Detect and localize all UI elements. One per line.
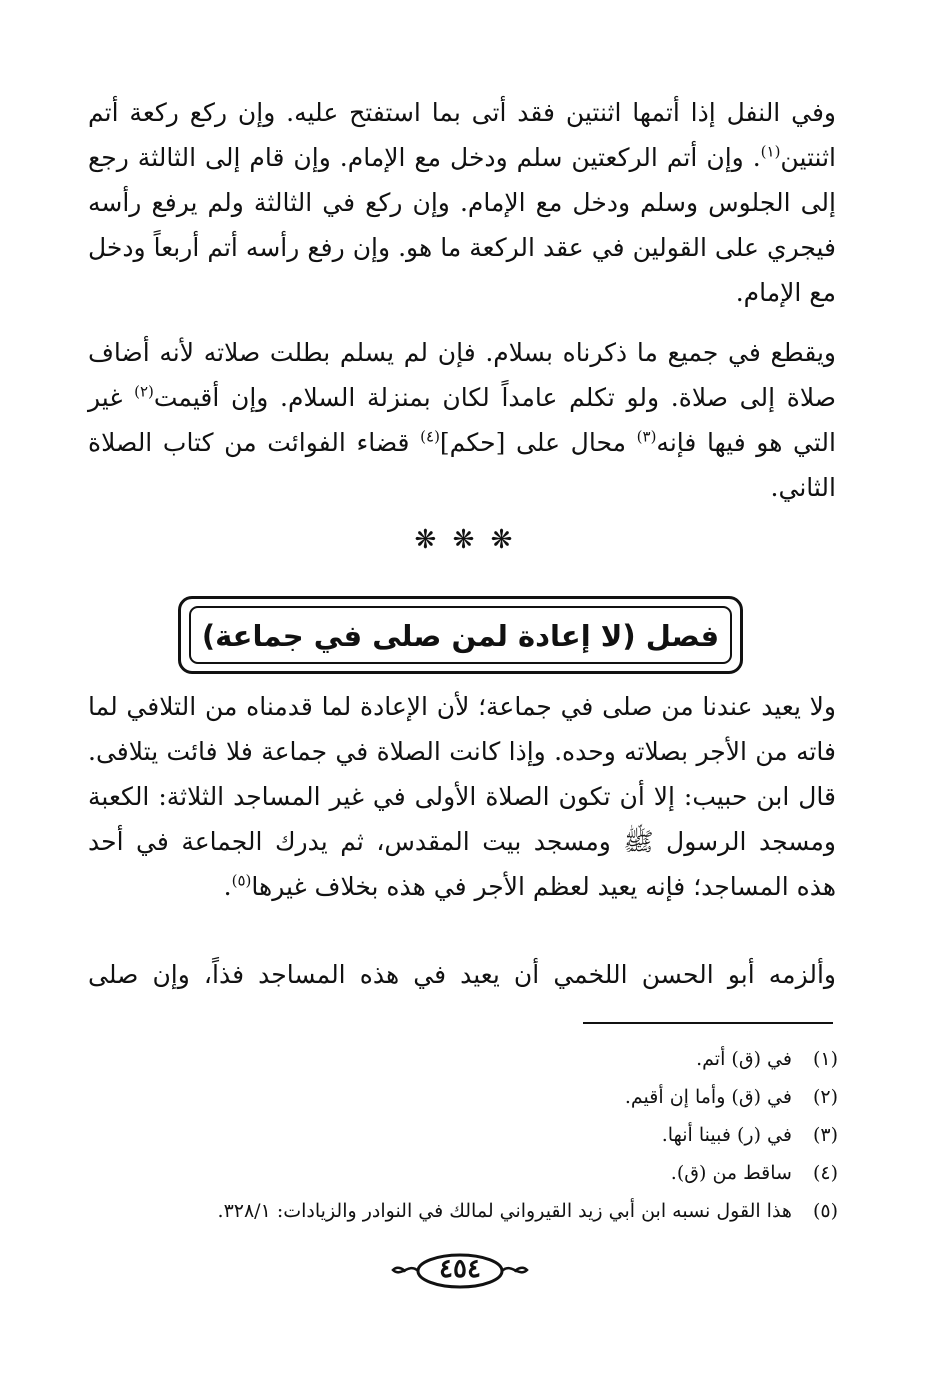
page-number-ornament xyxy=(385,1248,535,1294)
footnote-ref-5: (٥) xyxy=(231,871,252,890)
paragraph-2 xyxy=(88,330,836,510)
section-heading: فصل (لا إعادة لمن صلى في جماعة) xyxy=(201,619,720,653)
footnote-text: هذا القول نسبه ابن أبي زيد القيرواني لمالك في النوادر والزيادات: ٣٢٨/١. xyxy=(217,1200,792,1222)
footnote-number: (١) xyxy=(812,1048,838,1070)
paragraph-1-text-b: . وإن أتم الركعتين سلم ودخل مع الإمام. وإن قام إلى الثالثة رجع إلى الجلوس وسلم ودخل مع الإمام. وإن ركع في الثالثة ولم يرفع رأسه فيجري على القولين في عقد الركعة ما هو. وإن رفع رأسه أتم أربعاً ودخل مع الإمام. xyxy=(88,143,836,307)
paragraph-1 xyxy=(88,90,836,315)
footnote-number: (٢) xyxy=(812,1086,838,1108)
footnote-ref-4: (٤) xyxy=(420,427,440,446)
paragraph-2-text-c: محال على [حكم] xyxy=(439,428,637,457)
footnote-4 xyxy=(170,1154,838,1192)
footnote-ref-2: (٢) xyxy=(134,382,154,401)
footnote-2 xyxy=(170,1078,838,1116)
paragraph-2-text-a: ويقطع في جميع ما ذكرناه بسلام. فإن لم يسلم بطلت صلاته لأنه أضاف صلاة إلى صلاة. ولو تكلم عامداً لكان بمنزلة السلام. وإن أقيمت xyxy=(88,338,836,412)
footnote-number: (٤) xyxy=(812,1162,838,1184)
footnote-separator xyxy=(583,1022,833,1024)
footnote-text: في (ق) وأما إن أقيم. xyxy=(624,1086,792,1108)
page-number: ٤٥٤ xyxy=(439,1254,481,1284)
footnote-ref-3: (٣) xyxy=(636,427,657,446)
footnote-number: (٥) xyxy=(812,1200,838,1222)
paragraph-4: وألزمه أبو الحسن اللخمي أن يعيد في هذه المساجد فذاً، وإن صلى xyxy=(88,960,836,989)
paragraph-3 xyxy=(88,684,836,909)
footnote-number: (٣) xyxy=(812,1124,838,1146)
footnote-text: ساقط من (ق). xyxy=(670,1162,792,1184)
footnotes xyxy=(170,1040,838,1230)
footnote-text: في (ر) فبينا أنها. xyxy=(661,1124,792,1146)
section-divider-ornament: ❋ ❋ ❋ xyxy=(414,525,517,555)
paragraph-2-text-d: قضاء الفوائت من كتاب الصلاة الثاني. xyxy=(88,428,836,502)
footnote-1 xyxy=(170,1040,838,1078)
section-heading-frame xyxy=(178,596,743,674)
footnote-ref-1: (١) xyxy=(760,142,781,161)
footnote-5 xyxy=(170,1192,838,1230)
paragraph-1-line-1: وفي النفل إذا أتمها اثنتين فقد أتى بما استفتح عليه. وإن ركع ركعة xyxy=(129,98,836,127)
paragraph-2-text-b: غير التي هو فيها فإنه xyxy=(88,383,836,457)
footnote-3 xyxy=(170,1116,838,1154)
paragraph-3-text-a: ولا يعيد عندنا من صلى في جماعة؛ لأن الإعادة لما قدمناه من التلافي لما فاته من الأجر بصلاته وحده. وإذا كانت الصلاة في جماعة فلا فائت يتلافى. قال ابن حبيب: إلا أن تكون الصلاة الأولى في غير المساجد الثلاثة: الكعبة ومسجد الرسول ﷺ ومسجد بيت المقدس، ثم يدرك الجماعة في أحد هذه المساجد؛ فإنه يعيد لعظم الأجر في هذه بخلاف غيرها xyxy=(88,692,836,901)
paragraph-1-text-a: أتم اثنتين xyxy=(88,98,836,172)
paragraph-3-text-b: . xyxy=(223,872,232,901)
footnote-text: في (ق) أتم. xyxy=(696,1048,792,1070)
